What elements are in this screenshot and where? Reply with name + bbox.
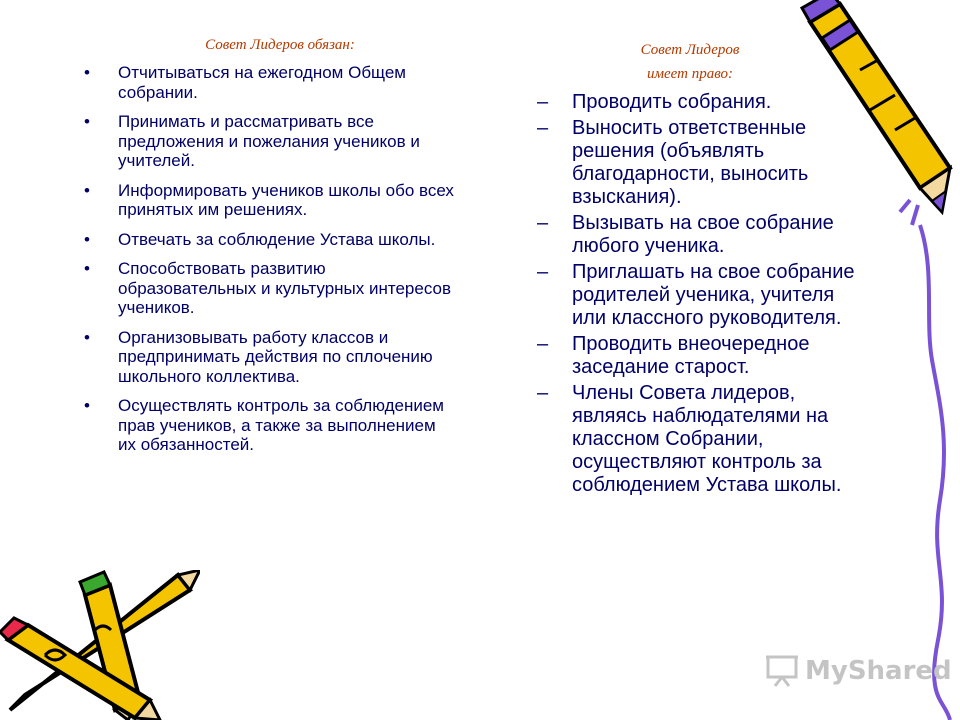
list-item: – Вызывать на свое собрание любого ученика. <box>537 212 867 258</box>
list-item: • Организовывать работу классов и предпринимать действия по сплочению школьного коллектива. <box>84 328 456 387</box>
right-column-heading <box>560 38 820 86</box>
list-item: – Выносить ответственные решения (объявлять благодарности, выносить взыскания). <box>537 117 867 209</box>
watermark-text: MyShared <box>805 656 952 686</box>
pencil-icon <box>800 0 960 720</box>
right-heading-line-2: имеет право: <box>646 66 734 82</box>
presentation-board-icon <box>765 655 799 687</box>
list-item: • Информировать учеников школы обо всех принятых им решениях. <box>84 181 456 220</box>
list-item: – Приглашать на свое собрание родителей ученика, учителя или классного руководителя. <box>537 261 867 330</box>
list-item: – Проводить внеочередное заседание старост. <box>537 333 867 379</box>
list-item: • Принимать и рассматривать все предложения и пожелания учеников и учителей. <box>84 112 456 171</box>
pencils-icon <box>0 570 200 720</box>
left-column-heading: Совет Лидеров обязан: <box>205 37 355 53</box>
watermark <box>765 655 952 687</box>
list-item: • Осуществлять контроль за соблюдением прав учеников, а также за выполнением их обязанностей. <box>84 396 456 455</box>
list-item: – Члены Совета лидеров, являясь наблюдателями на классном Собрании, осуществляют контроль за соблюдением Устава школы. <box>537 382 867 497</box>
duties-list <box>84 63 456 465</box>
list-item: • Отвечать за соблюдение Устава школы. <box>84 230 456 250</box>
right-heading-line-1: Совет Лидеров <box>640 42 740 58</box>
list-item: • Отчитываться на ежегодном Общем собрании. <box>84 63 456 102</box>
list-item: – Проводить собрания. <box>537 91 867 114</box>
list-item: • Способствовать развитию образовательных и культурных интересов учеников. <box>84 259 456 318</box>
